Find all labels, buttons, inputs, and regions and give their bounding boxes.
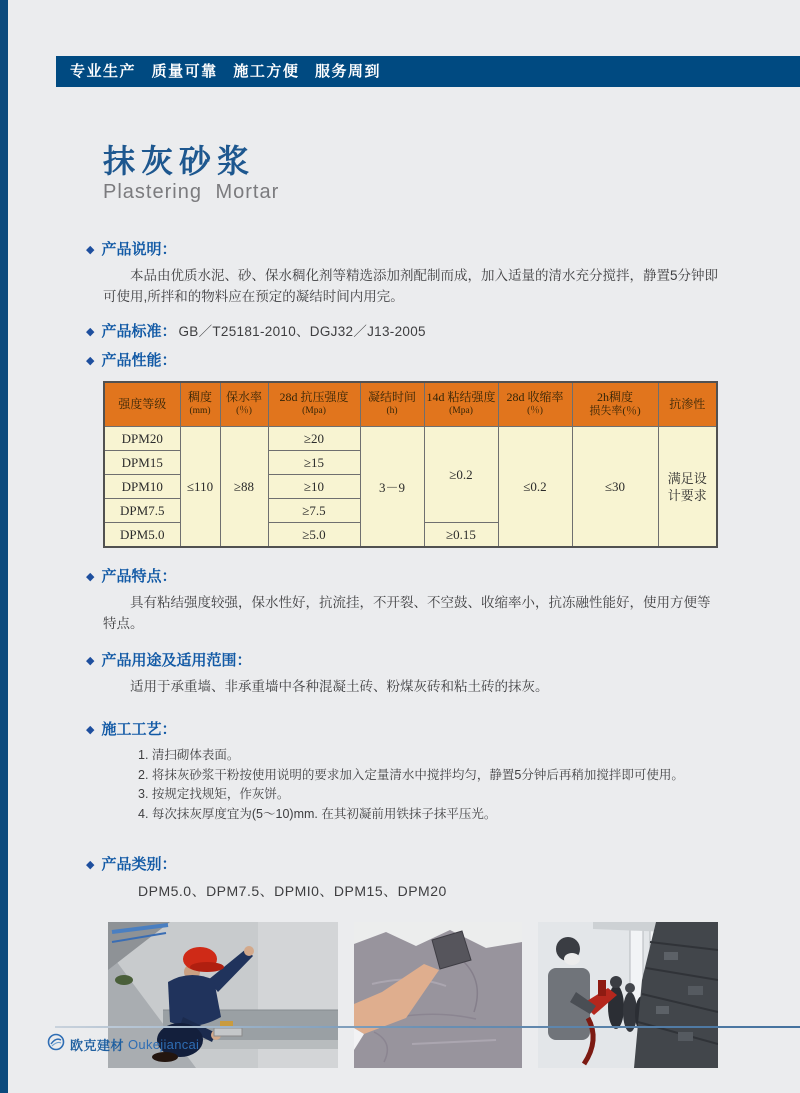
page-subtitle: Plastering Mortar [103,181,280,203]
compressive-cell: ≥5.0 [268,523,360,548]
column-header-compressive: 28d 抗压强度 (Mpa) [268,382,360,427]
table-row [104,427,717,451]
section-heading-description [86,238,800,259]
section-heading-features [86,565,800,586]
compressive-cell: ≥7.5 [268,499,360,523]
page-title: 抹灰砂浆 [103,143,256,179]
bond-strength-cell: ≥0.2 [424,427,498,523]
bond-strength-cell: ≥0.15 [424,523,498,548]
features-text: 具有粘结强度较强，保水性好，抗流挂，不开裂、不空鼓、收缩率小，抗冻融性能好，使用方便等特点。 [103,595,711,631]
logo-icon [47,1033,65,1056]
column-header-consistency: 稠度 (mm) [180,382,220,427]
section-heading-process [86,718,800,739]
logo-text-cn: 欧克建材 [70,1038,125,1053]
column-header-bond-strength: 14d 粘结强度 (Mpa) [424,382,498,427]
column-header-shrinkage: 28d 收缩率 (％) [498,382,572,427]
impermeability-cell: 满足设计要求 [658,427,717,548]
description-text: 本品由优质水泥、砂、保水稠化剂等精选添加剂配制而成，加入适量的清水充分搅拌，静置5分钟即可使用,所拌和的物料应在预定的凝结时间内用完。 [103,268,719,304]
logo-text-en: Oukejiancai [128,1037,200,1052]
photo-row [108,922,800,1068]
setting-time-cell: 3－9 [360,427,424,548]
compressive-cell: ≥10 [268,475,360,499]
water-retention-cell: ≥88 [220,427,268,548]
column-header-consistency-loss: 2h稠度 损失率(％) [572,382,658,427]
footer-divider [55,1026,800,1028]
diamond-bullet-icon: ◆ [86,326,95,338]
footer-logo [47,1033,199,1056]
grade-cell: DPM15 [104,451,180,475]
compressive-cell: ≥20 [268,427,360,451]
process-step: 1. 清扫砌体表面。 [138,748,240,762]
section-heading-usage [86,649,800,670]
section-heading-usage-label: 产品用途及适用范围： [101,652,252,669]
section-heading-categories [86,853,800,874]
process-step: 2. 将抹灰砂浆干粉按使用说明的要求加入定量清水中搅拌均匀，静置5分钟后再稍加搅拌即可使用。 [138,767,684,782]
diamond-bullet-icon: ◆ [86,859,95,871]
process-steps [138,746,800,824]
grade-cell: DPM10 [104,475,180,499]
section-heading-description-label: 产品说明： [101,241,177,258]
grade-cell: DPM7.5 [104,499,180,523]
diamond-bullet-icon: ◆ [86,244,95,256]
banner-slogan: 专业生产 质量可靠 施工方便 服务周到 [70,63,382,80]
photo-spray-brick-wall [538,922,718,1068]
column-header-setting-time: 凝结时间 (h) [360,382,424,427]
section-heading-standard-label: 产品标准： [101,323,177,340]
grade-cell: DPM5.0 [104,523,180,548]
grade-cell: DPM20 [104,427,180,451]
process-step: 4. 每次抹灰厚度宜为(5～10)mm. 在其初凝前用铁抹子抹平压光。 [138,806,497,821]
standard-value: GB／T25181-2010、DGJ32／J13-2005 [178,324,426,339]
usage-text: 适用于承重墙、非承重墙中各种混凝土砖、粉煤灰砖和粘土砖的抹灰。 [130,679,549,694]
section-heading-features-label: 产品特点： [101,568,177,585]
diamond-bullet-icon: ◆ [86,655,95,667]
diamond-bullet-icon: ◆ [86,571,95,583]
section-heading-process-label: 施工工艺： [101,721,177,738]
performance-table [103,381,718,548]
column-header-grade: 强度等级 [104,382,180,427]
section-heading-standard [86,320,800,341]
shrinkage-cell: ≤0.2 [498,427,572,548]
process-step: 3. 按规定找规矩，作灰饼。 [138,787,290,801]
section-heading-performance-label: 产品性能： [101,352,177,369]
diamond-bullet-icon: ◆ [86,355,95,367]
column-header-water-retention: 保水率 (％) [220,382,268,427]
column-header-impermeability: 抗渗性 [658,382,717,427]
consistency-cell: ≤110 [180,427,220,548]
diamond-bullet-icon: ◆ [86,724,95,736]
consistency-loss-cell: ≤30 [572,427,658,548]
section-heading-performance [86,349,800,370]
categories-text: DPM5.0、DPM7.5、DPMI0、DPM15、DPM20 [138,883,447,899]
title-block [103,143,800,204]
photo-trowel-mortar [354,922,522,1068]
table-header-row [104,382,717,427]
section-heading-categories-label: 产品类别： [101,856,177,873]
compressive-cell: ≥15 [268,451,360,475]
